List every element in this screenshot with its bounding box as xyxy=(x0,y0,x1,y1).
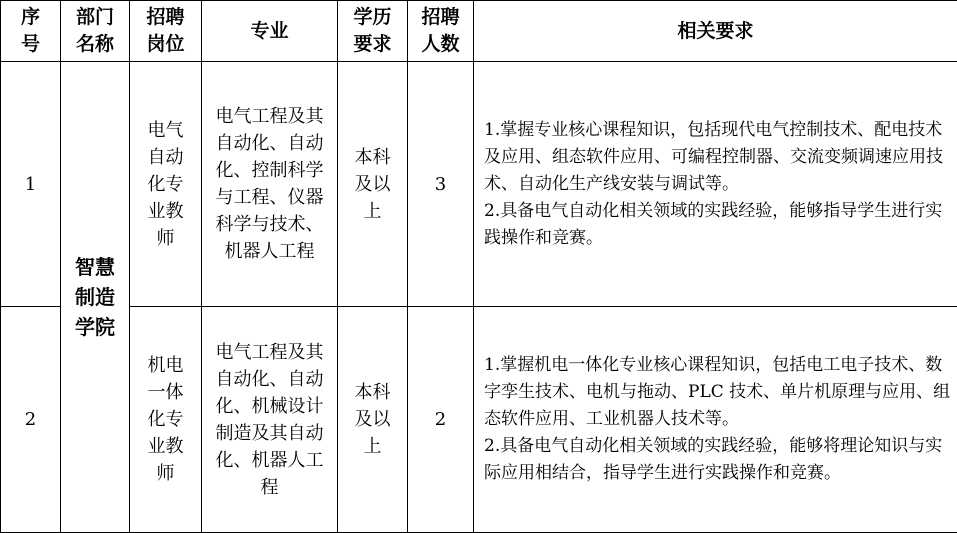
row-education: 本科及以上 xyxy=(338,307,408,533)
header-major: 专业 xyxy=(202,1,338,62)
header-education: 学历要求 xyxy=(338,1,408,62)
header-requirements: 相关要求 xyxy=(474,1,957,62)
header-row xyxy=(1,1,957,62)
row-requirements xyxy=(474,307,957,533)
header-seq: 序号 xyxy=(1,1,61,62)
header-count: 招聘人数 xyxy=(408,1,474,62)
row-seq: 1 xyxy=(1,62,61,307)
requirement-item: 1.掌握专业核心课程知识，包括现代电气控制技术、配电技术及应用、组态软件应用、可编程控制器、交流变频调速应用技术、自动化生产线安装与调试等。 xyxy=(484,117,951,198)
row-major: 电气工程及其自动化、自动化、控制科学与工程、仪器科学与技术、机器人工程 xyxy=(202,62,338,307)
header-dept: 部门名称 xyxy=(61,1,130,62)
requirement-item: 2.具备电气自动化相关领域的实践经验，能够指导学生进行实践操作和竞赛。 xyxy=(484,198,951,252)
row-count: 2 xyxy=(408,307,474,533)
row-count: 3 xyxy=(408,62,474,307)
requirement-item: 1.掌握机电一体化专业核心课程知识，包括电工电子技术、数字孪生技术、电机与拖动、PLC 技术、单片机原理与应用、组态软件应用、工业机器人技术等。 xyxy=(484,352,951,433)
row-seq: 2 xyxy=(1,307,61,533)
row-position: 机电一体化专业教师 xyxy=(130,307,202,533)
table-row xyxy=(1,62,957,307)
department-cell: 智慧制造学院 xyxy=(61,62,130,533)
row-position: 电气自动化专业教师 xyxy=(130,62,202,307)
row-education: 本科及以上 xyxy=(338,62,408,307)
row-requirements xyxy=(474,62,957,307)
requirement-item: 2.具备电气自动化相关领域的实践经验，能够将理论知识与实际应用相结合，指导学生进行实践操作和竞赛。 xyxy=(484,433,951,487)
row-major: 电气工程及其自动化、自动化、机械设计制造及其自动化、机器人工程 xyxy=(202,307,338,533)
table-row xyxy=(1,307,957,533)
header-position: 招聘岗位 xyxy=(130,1,202,62)
